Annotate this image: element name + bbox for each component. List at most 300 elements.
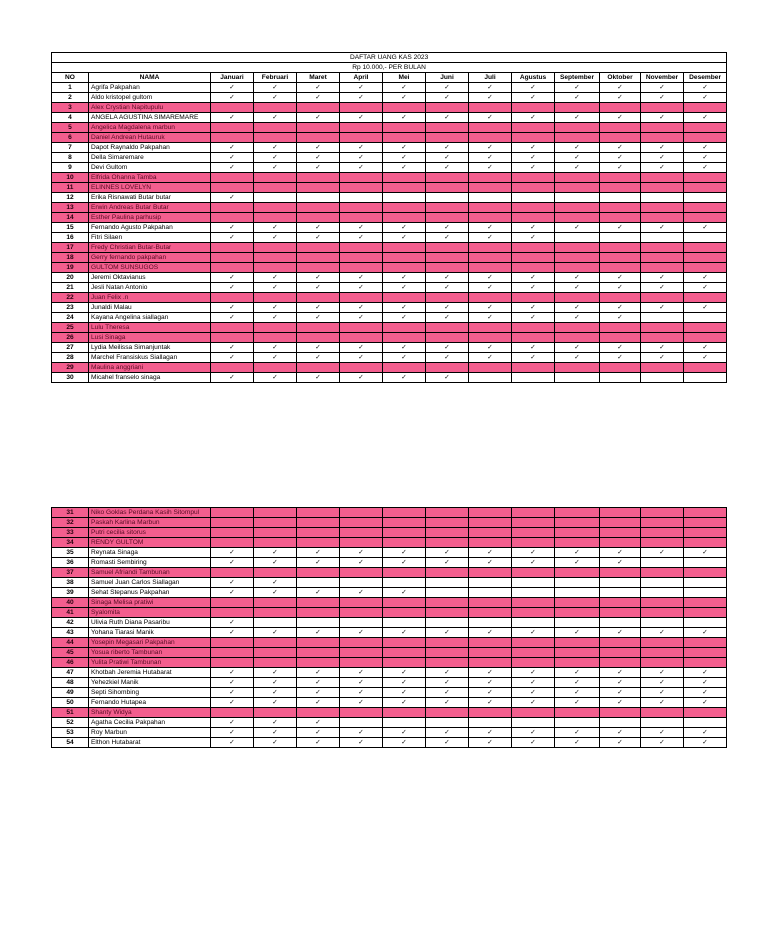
paid-check-mark: ✓ [297,143,340,153]
row-number: 16 [52,233,89,243]
paid-check-mark: ✓ [469,223,512,233]
paid-check-mark: ✓ [297,678,340,688]
month-cell [426,253,469,263]
paid-check-mark: ✓ [297,303,340,313]
paid-check-mark: ✓ [684,668,727,678]
paid-check-mark: ✓ [426,83,469,93]
month-cell [469,538,512,548]
month-cell [297,598,340,608]
paid-check-mark: ✓ [555,303,600,313]
paid-check-mark: ✓ [383,303,426,313]
month-cell [641,658,684,668]
header-row [52,73,727,83]
month-cell [641,233,684,243]
month-cell [641,103,684,113]
paid-check-mark: ✓ [340,303,383,313]
paid-check-mark: ✓ [426,143,469,153]
paid-check-mark: ✓ [383,313,426,323]
month-cell [555,173,600,183]
row-number: 30 [52,373,89,383]
paid-check-mark: ✓ [297,233,340,243]
paid-check-mark: ✓ [383,223,426,233]
member-name: Romasti Sembiring [89,558,211,568]
member-row [52,103,727,113]
paid-check-mark: ✓ [600,728,641,738]
month-cell [254,708,297,718]
paid-check-mark: ✓ [340,343,383,353]
month-cell [340,528,383,538]
member-name: Paskah Karlina Marbun [89,518,211,528]
month-cell [512,578,555,588]
month-cell [469,243,512,253]
month-cell [211,598,254,608]
paid-check-mark: ✓ [211,283,254,293]
member-row [52,113,727,123]
month-cell [469,253,512,263]
paid-check-mark: ✓ [469,678,512,688]
month-cell [426,133,469,143]
month-cell [469,183,512,193]
paid-check-mark: ✓ [555,353,600,363]
month-cell [600,608,641,618]
paid-check-mark: ✓ [426,728,469,738]
paid-check-mark: ✓ [340,353,383,363]
row-number: 39 [52,588,89,598]
column-header: NO [52,73,89,83]
month-cell [340,103,383,113]
paid-check-mark: ✓ [600,93,641,103]
paid-check-mark: ✓ [641,668,684,678]
member-row [52,313,727,323]
paid-check-mark: ✓ [254,728,297,738]
paid-check-mark: ✓ [254,353,297,363]
month-cell [211,243,254,253]
paid-check-mark: ✓ [211,353,254,363]
paid-check-mark: ✓ [297,728,340,738]
paid-check-mark: ✓ [426,353,469,363]
paid-check-mark: ✓ [254,93,297,103]
paid-check-mark: ✓ [512,113,555,123]
month-cell [254,528,297,538]
member-name: Yosua riberto Tambunan [89,648,211,658]
month-cell [340,648,383,658]
member-name: Khotbah Jeremia Hutabarat [89,668,211,678]
month-cell [340,598,383,608]
month-cell [426,203,469,213]
month-cell [600,253,641,263]
member-row [52,193,727,203]
row-number: 26 [52,333,89,343]
month-cell [383,363,426,373]
month-cell [426,538,469,548]
member-row [52,173,727,183]
paid-check-mark: ✓ [555,163,600,173]
row-number: 37 [52,568,89,578]
month-cell [684,253,727,263]
month-cell [211,648,254,658]
column-header: Oktober [600,73,641,83]
paid-check-mark: ✓ [254,83,297,93]
member-row [52,588,727,598]
month-cell [512,518,555,528]
month-cell [600,568,641,578]
month-cell [684,598,727,608]
month-cell [641,363,684,373]
member-row [52,343,727,353]
month-cell [340,253,383,263]
row-number: 5 [52,123,89,133]
paid-check-mark: ✓ [512,313,555,323]
month-cell [555,648,600,658]
paid-check-mark: ✓ [641,628,684,638]
paid-check-mark: ✓ [254,588,297,598]
member-row [52,143,727,153]
paid-check-mark: ✓ [340,163,383,173]
month-cell [297,123,340,133]
month-cell [297,173,340,183]
paid-check-mark: ✓ [383,628,426,638]
column-header: September [555,73,600,83]
paid-check-mark: ✓ [600,548,641,558]
paid-check-mark: ✓ [254,738,297,748]
member-row [52,303,727,313]
paid-check-mark: ✓ [426,373,469,383]
month-cell [254,598,297,608]
month-cell [426,243,469,253]
paid-check-mark: ✓ [600,83,641,93]
month-cell [340,293,383,303]
paid-check-mark: ✓ [297,588,340,598]
paid-check-mark: ✓ [340,223,383,233]
paid-check-mark: ✓ [555,558,600,568]
paid-check-mark: ✓ [512,343,555,353]
month-cell [684,233,727,243]
paid-check-mark: ✓ [254,668,297,678]
paid-check-mark: ✓ [641,273,684,283]
month-cell [469,203,512,213]
month-cell [469,363,512,373]
month-cell [297,243,340,253]
member-name: Dapot Raynaldo Pakpahan [89,143,211,153]
paid-check-mark: ✓ [512,223,555,233]
paid-check-mark: ✓ [469,93,512,103]
row-number: 31 [52,508,89,518]
row-number: 4 [52,113,89,123]
month-cell [600,508,641,518]
row-number: 40 [52,598,89,608]
paid-check-mark: ✓ [600,738,641,748]
month-cell [383,618,426,628]
month-cell [684,183,727,193]
month-cell [211,173,254,183]
member-name: Daniel Andrean Hutauruk [89,133,211,143]
paid-check-mark: ✓ [600,303,641,313]
member-row [52,233,727,243]
month-cell [600,708,641,718]
month-cell [684,718,727,728]
month-cell [684,658,727,668]
month-cell [469,323,512,333]
month-cell [426,508,469,518]
month-cell [254,648,297,658]
month-cell [600,173,641,183]
paid-check-mark: ✓ [254,698,297,708]
month-cell [254,658,297,668]
paid-check-mark: ✓ [211,303,254,313]
month-cell [340,133,383,143]
month-cell [426,658,469,668]
paid-check-mark: ✓ [600,143,641,153]
month-cell [600,203,641,213]
paid-check-mark: ✓ [512,558,555,568]
paid-check-mark: ✓ [211,143,254,153]
month-cell [383,173,426,183]
month-cell [426,648,469,658]
paid-check-mark: ✓ [340,548,383,558]
paid-check-mark: ✓ [211,728,254,738]
paid-check-mark: ✓ [469,668,512,678]
paid-check-mark: ✓ [297,113,340,123]
month-cell [297,263,340,273]
month-cell [469,173,512,183]
paid-check-mark: ✓ [254,113,297,123]
member-name: Aldo kristopel gultom [89,93,211,103]
month-cell [512,243,555,253]
month-cell [426,103,469,113]
paid-check-mark: ✓ [297,373,340,383]
month-cell [555,103,600,113]
month-cell [641,588,684,598]
month-cell [426,333,469,343]
month-cell [383,708,426,718]
month-cell [555,263,600,273]
month-cell [684,373,727,383]
month-cell [684,323,727,333]
month-cell [211,638,254,648]
month-cell [383,203,426,213]
month-cell [383,193,426,203]
member-name: Samuel Afriandi Tambunan [89,568,211,578]
row-number: 47 [52,668,89,678]
month-cell [254,183,297,193]
month-cell [641,333,684,343]
month-cell [383,263,426,273]
month-cell [383,103,426,113]
paid-check-mark: ✓ [426,548,469,558]
paid-check-mark: ✓ [469,143,512,153]
row-number: 17 [52,243,89,253]
month-cell [641,203,684,213]
paid-check-mark: ✓ [512,548,555,558]
paid-check-mark: ✓ [641,698,684,708]
month-cell [426,293,469,303]
paid-check-mark: ✓ [383,273,426,283]
month-cell [254,123,297,133]
month-cell [684,638,727,648]
row-number: 9 [52,163,89,173]
paid-check-mark: ✓ [684,163,727,173]
month-cell [297,363,340,373]
month-cell [600,363,641,373]
month-cell [469,618,512,628]
month-cell [641,528,684,538]
month-cell [340,123,383,133]
month-cell [684,588,727,598]
paid-check-mark: ✓ [555,313,600,323]
member-name: Syalomita [89,608,211,618]
month-cell [383,718,426,728]
month-cell [555,293,600,303]
member-name: Septi Sihombing [89,688,211,698]
month-cell [340,518,383,528]
month-cell [340,638,383,648]
month-cell [426,518,469,528]
month-cell [641,173,684,183]
month-cell [340,183,383,193]
paid-check-mark: ✓ [383,93,426,103]
member-name: ELINNES LOVELYN [89,183,211,193]
month-cell [383,123,426,133]
month-cell [383,243,426,253]
member-name: Sinaga Melisa pratiwi [89,598,211,608]
paid-check-mark: ✓ [211,113,254,123]
month-cell [297,508,340,518]
paid-check-mark: ✓ [684,738,727,748]
month-cell [469,588,512,598]
month-cell [211,103,254,113]
paid-check-mark: ✓ [555,728,600,738]
member-row [52,568,727,578]
month-cell [469,518,512,528]
paid-check-mark: ✓ [641,548,684,558]
month-cell [512,608,555,618]
month-cell [340,708,383,718]
month-cell [512,263,555,273]
paid-check-mark: ✓ [555,153,600,163]
paid-check-mark: ✓ [600,153,641,163]
month-cell [512,213,555,223]
paid-check-mark: ✓ [297,223,340,233]
paid-check-mark: ✓ [297,628,340,638]
row-number: 11 [52,183,89,193]
paid-check-mark: ✓ [684,223,727,233]
paid-check-mark: ✓ [340,313,383,323]
paid-check-mark: ✓ [297,738,340,748]
month-cell [211,518,254,528]
month-cell [211,293,254,303]
paid-check-mark: ✓ [254,223,297,233]
paid-check-mark: ✓ [426,233,469,243]
member-name: Roy Marbun [89,728,211,738]
paid-check-mark: ✓ [211,668,254,678]
paid-check-mark: ✓ [340,558,383,568]
paid-check-mark: ✓ [684,303,727,313]
member-row [52,678,727,688]
month-cell [641,243,684,253]
paid-check-mark: ✓ [340,233,383,243]
month-cell [600,598,641,608]
month-cell [512,718,555,728]
paid-check-mark: ✓ [555,83,600,93]
paid-check-mark: ✓ [641,143,684,153]
paid-check-mark: ✓ [512,698,555,708]
member-row [52,163,727,173]
month-cell [340,333,383,343]
month-cell [211,133,254,143]
month-cell [211,528,254,538]
month-cell [297,518,340,528]
paid-check-mark: ✓ [426,688,469,698]
paid-check-mark: ✓ [340,688,383,698]
paid-check-mark: ✓ [297,163,340,173]
month-cell [383,578,426,588]
paid-check-mark: ✓ [684,678,727,688]
month-cell [297,133,340,143]
paid-check-mark: ✓ [383,143,426,153]
paid-check-mark: ✓ [340,143,383,153]
month-cell [512,598,555,608]
month-cell [297,293,340,303]
paid-check-mark: ✓ [211,313,254,323]
column-header: Maret [297,73,340,83]
paid-check-mark: ✓ [383,548,426,558]
paid-check-mark: ✓ [426,163,469,173]
month-cell [469,648,512,658]
month-cell [512,618,555,628]
paid-check-mark: ✓ [426,273,469,283]
member-row [52,718,727,728]
month-cell [641,638,684,648]
member-name: Juan Felix .n [89,293,211,303]
month-cell [555,193,600,203]
paid-check-mark: ✓ [383,588,426,598]
month-cell [512,638,555,648]
month-cell [641,518,684,528]
month-cell [297,658,340,668]
month-cell [555,528,600,538]
row-number: 27 [52,343,89,353]
month-cell [340,323,383,333]
member-name: Lydia Meilissa Simanjuntak [89,343,211,353]
paid-check-mark: ✓ [383,688,426,698]
paid-check-mark: ✓ [383,83,426,93]
paid-check-mark: ✓ [641,83,684,93]
month-cell [512,528,555,538]
month-cell [600,183,641,193]
member-row [52,618,727,628]
paid-check-mark: ✓ [512,143,555,153]
month-cell [426,708,469,718]
month-cell [555,518,600,528]
month-cell [684,518,727,528]
month-cell [426,173,469,183]
paid-check-mark: ✓ [469,558,512,568]
month-cell [297,183,340,193]
month-cell [684,618,727,628]
paid-check-mark: ✓ [469,273,512,283]
member-name: Della Simaremare [89,153,211,163]
paid-check-mark: ✓ [684,153,727,163]
paid-check-mark: ✓ [383,163,426,173]
paid-check-mark: ✓ [340,628,383,638]
member-name: Yehezkiel Manik [89,678,211,688]
paid-check-mark: ✓ [469,738,512,748]
month-cell [383,323,426,333]
paid-check-mark: ✓ [254,373,297,383]
month-cell [600,578,641,588]
paid-check-mark: ✓ [340,83,383,93]
month-cell [297,608,340,618]
